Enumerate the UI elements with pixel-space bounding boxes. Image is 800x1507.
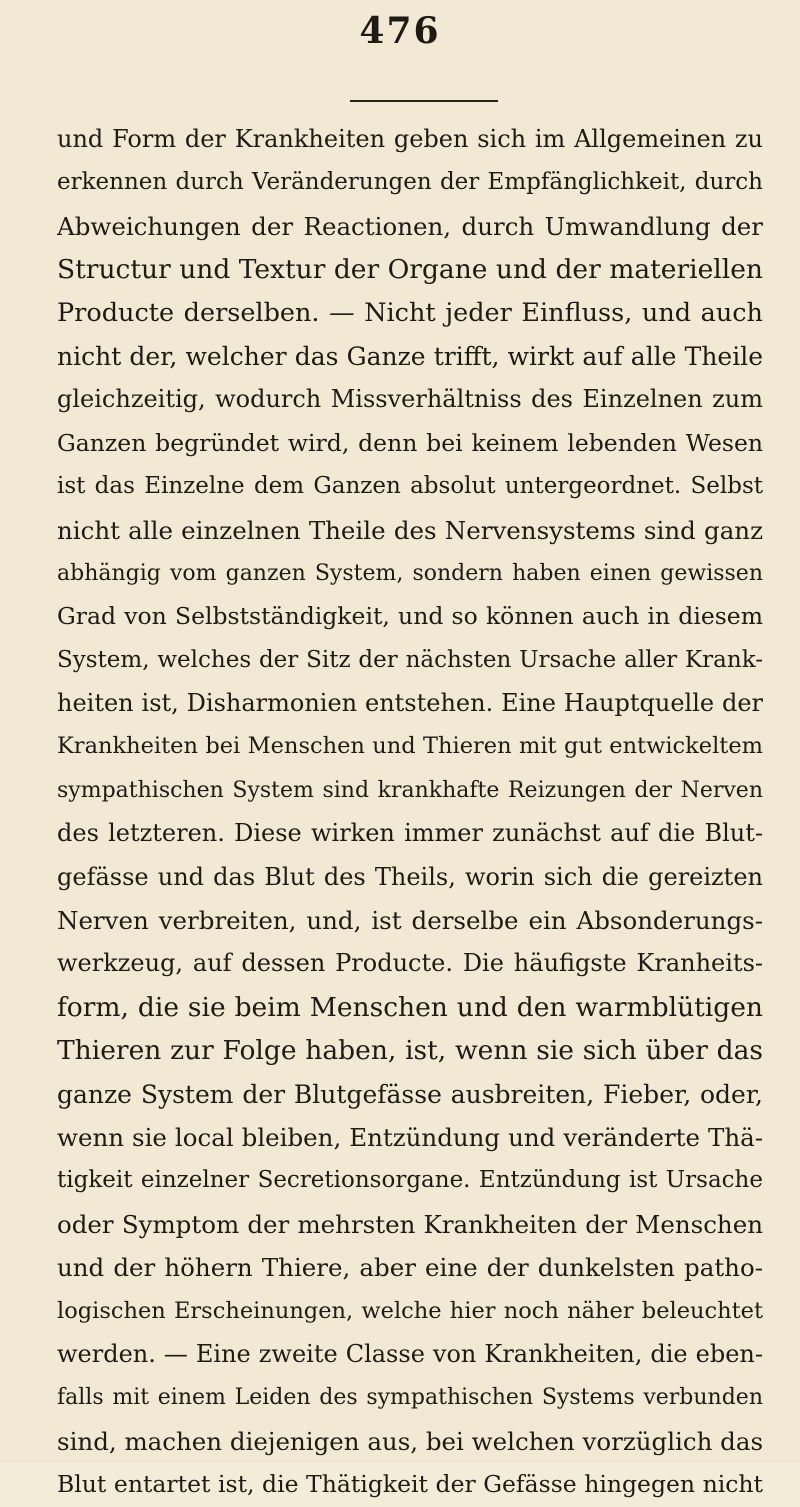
- text-line: werkzeug, auf dessen Producte. Die häufigste Kranheits-: [57, 949, 763, 978]
- text-line: nicht der, welcher das Ganze trifft, wirkt auf alle Theile: [57, 341, 763, 371]
- text-line: Ganzen begründet wird, denn bei keinem lebenden Wesen: [57, 428, 763, 457]
- text-line: wenn sie local bleiben, Entzündung und veränderte Thä-: [57, 1122, 763, 1152]
- text-line: logischen Erscheinungen, welche hier noch näher beleuchtet: [57, 1297, 763, 1324]
- text-line: erkennen durch Veränderungen der Empfänglichkeit, durch: [57, 169, 763, 196]
- text-line: Abweichungen der Reactionen, durch Umwandlung der: [57, 211, 763, 241]
- text-line: heiten ist, Disharmonien entstehen. Eine Hauptquelle der: [57, 689, 763, 718]
- text-line: gleichzeitig, wodurch Missverhältniss des Einzelnen zum: [57, 385, 763, 414]
- text-line: Thieren zur Folge haben, ist, wenn sie sich über das: [57, 1035, 763, 1067]
- text-line: abhängig vom ganzen System, sondern haben einen gewissen: [57, 560, 763, 586]
- body-text: [57, 118, 763, 1507]
- text-line: Producte derselben. — Nicht jeder Einfluss, und auch: [57, 297, 763, 328]
- text-line: oder Symptom der mehrsten Krankheiten der Menschen: [57, 1209, 763, 1239]
- page-number: 476: [359, 10, 441, 52]
- text-line: Krankheiten bei Menschen und Thieren mit gut entwickeltem: [57, 733, 763, 760]
- text-line: des letzteren. Diese wirken immer zunächst auf die Blut-: [57, 819, 763, 848]
- text-line: sympathischen System sind krankhafte Reizungen der Nerven: [57, 777, 763, 803]
- text-line: ganze System der Blutgefässe ausbreiten, Fieber, oder,: [57, 1079, 763, 1109]
- text-line: form, die sie beim Menschen und den warmblütigen: [57, 991, 763, 1023]
- text-line: werden. — Eine zweite Classe von Krankheiten, die eben-: [57, 1339, 763, 1368]
- text-line: sind, machen diejenigen aus, bei welchen vorzüglich das: [57, 1426, 764, 1456]
- header-rule: [350, 100, 498, 102]
- text-line: tigkeit einzelner Secretionsorgane. Entzündung ist Ursache: [57, 1167, 763, 1194]
- text-line: System, welches der Sitz der nächsten Ursache aller Krank-: [57, 646, 763, 673]
- text-line: gefässe und das Blut des Theils, worin sich die gereizten: [57, 862, 763, 891]
- text-line: Nerven verbreiten, und, ist derselbe ein Absonderungs-: [57, 906, 763, 936]
- text-line: nicht alle einzelnen Theile des Nervensystems sind ganz: [57, 515, 763, 545]
- text-line: falls mit einem Leiden des sympathischen Systems verbunden: [57, 1385, 763, 1411]
- text-line: und Form der Krankheiten geben sich im Allgemeinen zu: [57, 125, 763, 153]
- text-line: Structur und Textur der Organe und der materiellen: [57, 254, 763, 286]
- text-line: und der höhern Thiere, aber eine der dunkelsten patho-: [57, 1253, 763, 1283]
- text-line: Grad von Selbstständigkeit, und so können auch in diesem: [57, 602, 763, 631]
- text-line: Blut entartet ist, die Thätigkeit der Gefässe hingegen nicht: [57, 1470, 763, 1499]
- text-line: ist das Einzelne dem Ganzen absolut untergeordnet. Selbst: [57, 473, 763, 500]
